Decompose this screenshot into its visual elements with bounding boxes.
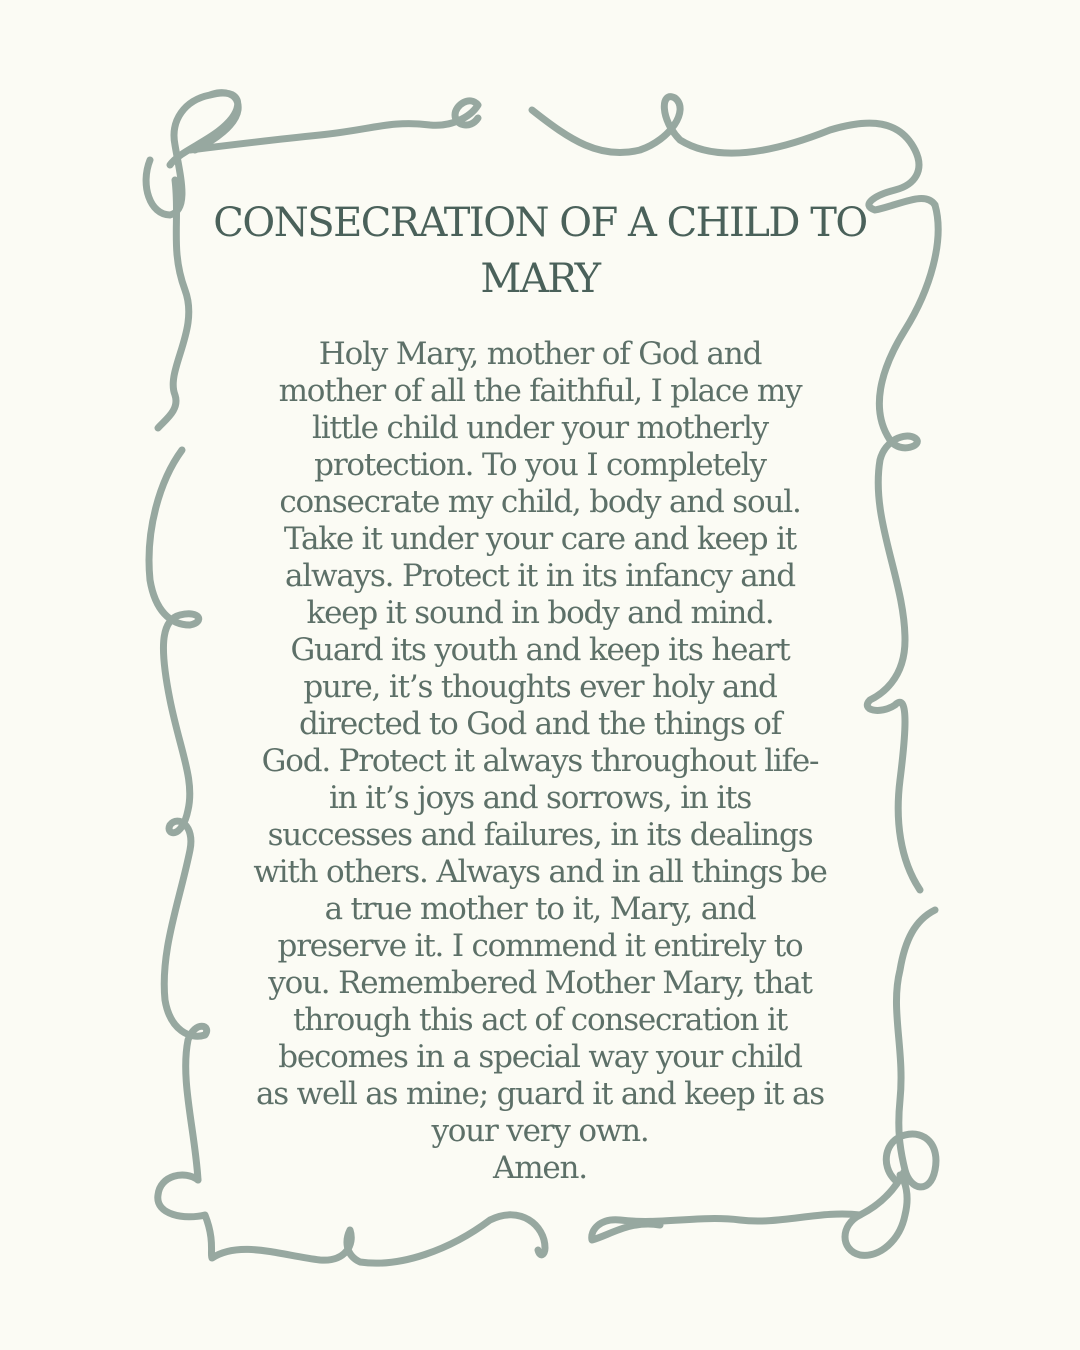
prayer-line: protection. To you I completely (314, 447, 766, 483)
prayer-line: consecrate my child, body and soul. (279, 484, 801, 520)
prayer-line: becomes in a special way your child (278, 1039, 802, 1075)
bottom-left-ribbon (158, 1175, 545, 1263)
prayer-line: your very own. (431, 1113, 649, 1149)
prayer-line: Guard its youth and keep its heart (290, 632, 790, 668)
right-ribbon (867, 205, 938, 890)
prayer-line: keep it sound in body and mind. (306, 595, 774, 631)
prayer-line: with others. Always and in all things be (253, 854, 827, 890)
prayer-line: as well as mine; guard it and keep it as (256, 1076, 824, 1112)
bottom-right-ribbon (592, 1214, 860, 1240)
prayer-title: CONSECRATION OF A CHILD TO MARY (213, 200, 867, 302)
prayer-line: through this act of consecration it (293, 1002, 787, 1038)
bottom-right-bow-icon (845, 910, 936, 1255)
prayer-line: in it’s joys and sorrows, in its (328, 780, 752, 816)
prayer-line: God. Protect it always throughout life- (261, 743, 819, 779)
prayer-line: mother of all the faithful, I place my (278, 373, 802, 409)
prayer-line: a true mother to it, Mary, and (324, 891, 756, 927)
prayer-line: little child under your motherly (312, 410, 768, 446)
prayer-line: you. Remembered Mother Mary, that (268, 965, 812, 1001)
top-ribbon (532, 97, 935, 210)
left-ribbon (149, 450, 207, 1180)
prayer-line: pure, it’s thoughts ever holy and (303, 669, 777, 705)
prayer-line: directed to God and the things of (298, 706, 782, 742)
prayer-line: preserve it. I commend it entirely to (277, 928, 803, 964)
prayer-line: successes and failures, in its dealings (267, 817, 813, 853)
prayer-body (230, 336, 850, 1187)
prayer-line: always. Protect it in its infancy and (285, 558, 795, 594)
prayer-amen: Amen. (493, 1150, 587, 1186)
prayer-line: Take it under your care and keep it (283, 521, 797, 557)
prayer-line: Holy Mary, mother of God and (318, 336, 762, 372)
